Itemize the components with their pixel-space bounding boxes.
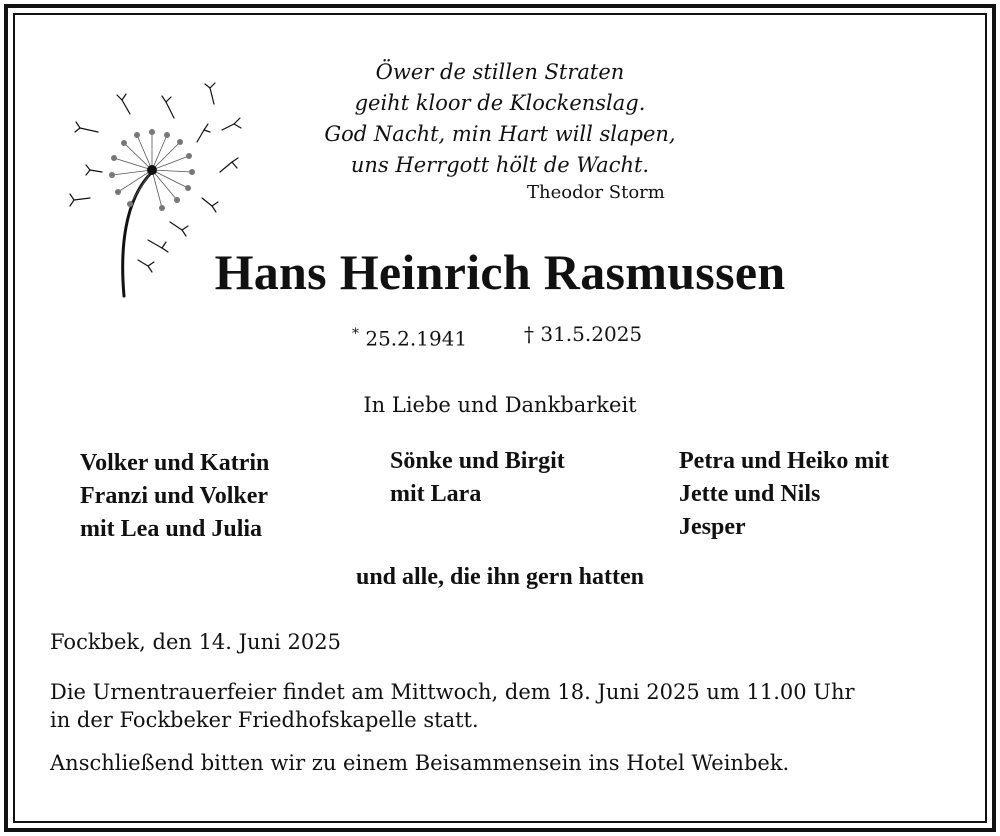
- poem-line: geiht kloor de Klockenslag.: [354, 91, 646, 115]
- family-line: Jette und Nils: [679, 481, 821, 507]
- poem-line: God Nacht, min Hart will slapen,: [324, 122, 676, 146]
- death-date-value: 31.5.2025: [540, 322, 643, 346]
- family-group-2: [390, 445, 565, 511]
- afterwards-note: Anschließend bitten wir zu einem Beisammensein ins Hotel Weinbek.: [50, 751, 790, 775]
- ceremony-line: in der Fockbeker Friedhofskapelle statt.: [50, 708, 479, 732]
- poem-line: Öwer de stillen Straten: [375, 60, 625, 84]
- closing-line: und alle, die ihn gern hatten: [355, 564, 645, 590]
- cross-icon: †: [524, 322, 534, 346]
- ceremony-line: Die Urnentrauerfeier findet am Mittwoch, dem 18. Juni 2025 um 11.00 Uhr: [50, 680, 855, 704]
- birth-date-value: 25.2.1941: [365, 326, 468, 351]
- family-group-1: [80, 447, 269, 546]
- family-line: mit Lea und Julia: [80, 516, 263, 542]
- death-date: [524, 320, 642, 348]
- deceased-name: Hans Heinrich Rasmussen: [214, 244, 786, 300]
- family-line: Petra und Heiko mit: [679, 448, 889, 474]
- poem-line: uns Herrgott hölt de Wacht.: [350, 153, 650, 177]
- birth-date: [352, 320, 467, 353]
- family-line: mit Lara: [390, 481, 482, 507]
- dedication: In Liebe und Dankbarkeit: [363, 393, 637, 417]
- family-group-3: [679, 445, 889, 544]
- place-date: Fockbek, den 14. Juni 2025: [50, 630, 341, 654]
- family-line: Franzi und Volker: [80, 483, 269, 509]
- family-line: Jesper: [679, 514, 746, 540]
- poem-author: Theodor Storm: [527, 182, 665, 203]
- family-line: Sönke und Birgit: [390, 448, 565, 474]
- family-line: Volker und Katrin: [80, 450, 270, 476]
- birth-symbol: *: [352, 326, 359, 342]
